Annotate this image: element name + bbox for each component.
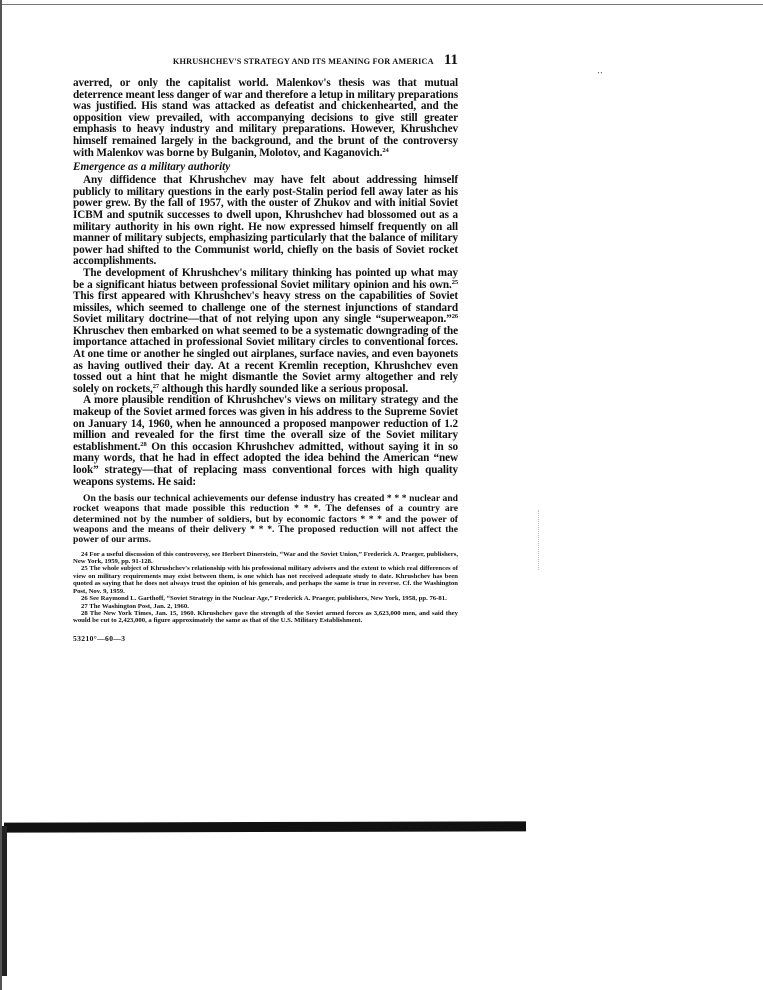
paragraph-text: This first appeared with Khrushchev's heavy stress on the capabilities of Soviet missiles, which seemed to challenge one of the sternest injunctions of standard Soviet military doctrine—that of not relying upon any single “superweapon.” — [73, 290, 458, 326]
stray-mark: ‧‧ — [597, 68, 603, 78]
block-quote — [73, 494, 458, 545]
footnotes — [73, 551, 458, 625]
section-heading: Emergence as a military authority — [73, 161, 231, 174]
page-number: 11 — [443, 52, 458, 68]
footnote-ref: 26 — [451, 313, 458, 321]
footnote-ref: 25 — [451, 278, 458, 286]
scan-edge-bottom-bar — [4, 821, 526, 832]
paragraph-text: A more plausible rendition of Khrushchev's views on military strategy and the makeup of the Soviet armed forces was given in his address to the Supreme Soviet on January 14, 1960, when he announced a proposed manpower reduction of 1.2 million and revealed for the first time the overall size of the Soviet military establishment. — [73, 394, 458, 453]
paragraph — [73, 268, 458, 396]
paragraph — [73, 395, 458, 488]
footnote: 28 The New York Times, Jan. 15, 1960. Khrushchev gave the strength of the Soviet armed forces as 3,623,000 men, and said they would be cut to 2,423,000, a figure approximately the same as that of the U.S. Military Establishment. — [73, 609, 458, 625]
quote-text: On the basis our technical achievements our defense industry has created * * * nuclear and rocket weapons that made possible this reduction * * *. The defenses of a country are determined not by the number of soldiers, but by economic factors * * * and the power of weapons and the means of their delivery * * *. The proposed reduction will not affect the power of our arms. — [73, 493, 458, 546]
paragraph: Any diffidence that Khrushchev may have felt about addressing himself publicly to military questions in the early post-Stalin period fell away later as his power grew. By the fall of 1957, with the ouster of Zhukov and with initial Soviet ICBM and sputnik successes to dwell upon, Khrushchev had blossomed out as a military authority in his own right. He now expressed himself frequently on all manner of military subjects, emphasizing particularly that the balance of military power had shifted to the Communist world, chiefly on the basis of Soviet rocket accomplishments. — [73, 174, 458, 268]
running-title: KHRUSHCHEV'S STRATEGY AND ITS MEANING FOR AMERICA — [172, 57, 434, 66]
scan-edge-bottom-left — [2, 826, 7, 976]
paragraph-text: On this occasion Khrushchev admitted, without saying it in so many words, that he had in effect adopted the idea behind the American “new look” strategy—that of replacing mass conventional forces with high quality weapons systems. He said: — [73, 440, 458, 488]
page-content — [73, 52, 458, 643]
running-head — [73, 52, 458, 70]
scan-noise — [538, 510, 542, 570]
paragraph-text: although this hardly sounded like a serious proposal. — [159, 382, 409, 395]
footnote: 27 The Washington Post, Jan. 2, 1960. — [81, 602, 189, 610]
footnote-ref: 28 — [140, 440, 147, 448]
paragraph-text: Khruschev then embarked on what seemed to be a systematic downgrading of the importance attached in professional Soviet military circles to conventional forces. At one time or another he singled out airplanes, surface navies, and even bayonets as having outlived their day. At a recent Kremlin reception, Khrushchev even tossed out a hint that he might dismantle the Soviet army altogether and rely solely on rockets, — [73, 324, 458, 395]
footnote: 26 See Raymond L. Garthoff, “Soviet Strategy in the Nuclear Age,” Frederick A. Praeger, publishers, New York, 1958, pp. 76-81. — [81, 595, 447, 603]
footnote: 24 For a useful discussion of this controversy, see Herbert Dinerstein, “War and the Soviet Union,” Frederick A. Praeger, publishers, New York, 1959, pp. 91-128. — [73, 550, 458, 566]
body-text — [73, 78, 458, 488]
footnote-ref: 27 — [152, 382, 160, 390]
paragraph-text: The development of Khrushchev's military thinking has pointed up what may be a significant hiatus between professional Soviet military opinion and his own. — [73, 266, 458, 291]
footnote-ref: 24 — [382, 146, 389, 154]
footnote: 25 The whole subject of Khrushchev's relationship with his professional military advisers and the extent to which real differences of view on military requirements may exist between them, is one which has not received adequate study to date. Khrushchev has been quoted as saying that he does not always trust the opinion of his generals, and perhaps the same is true in reverse. Cf. the Washington Post, Nov. 9, 1959. — [73, 565, 458, 595]
paragraph-text: averred, or only the capitalist world. Malenkov's thesis was that mutual deterrence meant less danger of war and therefore a letup in military preparations was justified. His stand was attacked as defeatist and chickenhearted, and the opposition view prevailed, with accompanying decisions to give still greater emphasis to heavy industry and military preparations. However, Khrushchev himself remained largely in the background, and the brunt of the controversy with Malenkov was borne by Bulganin, Molotov, and Kaganovich. — [73, 77, 458, 159]
scan-edge-top — [0, 4, 763, 5]
print-code: 53210°—60—3 — [73, 633, 126, 643]
paragraph-continuation — [73, 78, 458, 159]
